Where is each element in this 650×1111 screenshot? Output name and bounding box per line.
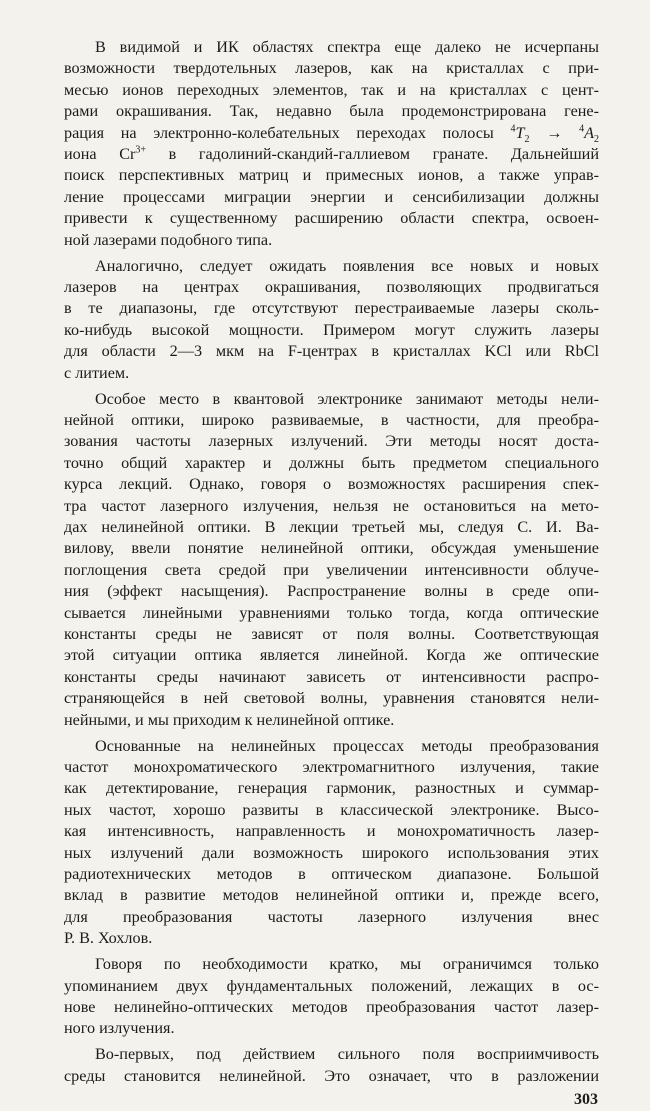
text-line-with-formula [64, 123, 599, 144]
text-line: зования частоты лазерных излучений. Эти методы носят доста- [64, 432, 599, 451]
text-line: для преобразования частоты лазерного излучения внес [64, 907, 599, 926]
text-line: этой ситуации оптика является линейной. Когда же оптические [64, 646, 599, 665]
text-line: Аналогично, следует ожидать появления все новых и новых [95, 256, 599, 275]
transition-formula: $^4T_2 \to ^4A_2$ [510, 123, 599, 145]
text-line: среды становится нелинейной. Это означает, что в разложении [64, 1066, 599, 1085]
text-line: ного излучения. [64, 1019, 175, 1038]
text-line: поиск перспективных матриц и примесных ионов, а также управ- [64, 166, 599, 185]
text-line: ных излучений дали возможность широкого использования этих [64, 843, 599, 862]
text-line: Р. В. Хохлов. [64, 929, 153, 948]
text-line: кая интенсивность, направленность и монохроматичность лазер- [64, 822, 599, 841]
text-line: тра частот лазерного излучения, нельзя не остановиться на мето- [64, 496, 599, 515]
text-line: ной лазерами подобного типа. [64, 230, 273, 249]
text-line: константы среды начинают зависеть от интенсивности распро- [64, 667, 599, 686]
text-line: страняющейся в ней световой волны, уравнения становятся нели- [64, 689, 599, 708]
text-line: В видимой и ИК областях спектра еще далеко не исчерпаны [95, 38, 599, 56]
text-line: месью ионов переходных элементов, так и на кристаллах с цент- [64, 80, 599, 99]
ion-charge: 3+ [135, 144, 147, 156]
text-line: упоминанием двух фундаментальных положений, лежащих в ос- [64, 976, 599, 995]
text-line: лазеров на центрах окрашивания, позволяющих продвигаться [64, 278, 599, 296]
text-line: Во-первых, под действием сильного поля восприимчивость [95, 1045, 599, 1064]
text-line: точно общий характер и должны быть предметом специального [64, 453, 599, 472]
text-line: Говоря по необходимости кратко, мы ограничимся только [95, 955, 599, 974]
text-line: рами окрашивания. Так, недавно была продемонстрирована гене- [64, 102, 599, 121]
text-fragment: иона Cr [64, 145, 136, 163]
text-line: в те диапазоны, где отсутствуют перестраиваемые лазеры сколь- [64, 299, 599, 318]
text-line: привести к существенному расширению области спектра, освоен- [64, 209, 599, 228]
text-line: нейной оптики, широко развиваемые, в частности, для преобра- [64, 411, 599, 429]
text-line: ление процессами миграции энергии и сенсибилизации должны [64, 187, 599, 206]
text-line: константы среды не зависят от поля волны. Соответствующая [64, 625, 599, 643]
text-line: ко-нибудь высокой мощности. Примером могут служить лазеры [64, 320, 599, 339]
text-fragment: в гадолиний-скандий-галлиевом гранате. Дальнейший [146, 145, 600, 163]
text-line: вилову, ввели понятие нелинейной оптики, обсуждая уменьшение [64, 539, 599, 558]
text-line: Особое место в квантовой электронике занимают методы нели- [95, 389, 599, 408]
text-line: с литием. [64, 363, 130, 382]
text-line: частот монохроматического электромагнитного излучения, такие [64, 758, 599, 776]
page-number: 303 [574, 1091, 598, 1109]
text-line: возможности твердотельных лазеров, как на кристаллах с при- [64, 59, 599, 78]
text-line: дах нелинейной оптики. В лекции третьей мы, следуя С. И. Ва- [64, 518, 599, 536]
text-line: нове нелинейно-оптических методов преобразования частот лазер- [64, 998, 599, 1016]
text-line: как детектирование, генерация гармоник, разностных и суммар- [64, 779, 599, 798]
text-line: поглощения света средой при увеличении интенсивности облуче- [64, 560, 599, 579]
text-line: сывается линейными уравнениями только тогда, когда оптические [64, 603, 599, 622]
text-fragment: рация на электронно-колебательных переходах полосы [64, 123, 494, 142]
text-line: для области 2—3 мкм на F-центрах в кристаллах KCl или RbCl [64, 342, 599, 361]
text-line: ных частот, хорошо развиты в классической электронике. Высо- [64, 800, 599, 819]
text-line: радиотехнических методов в оптическом диапазоне. Большой [64, 865, 599, 883]
text-line: курса лекций. Однако, говоря о возможностях расширения спек- [64, 475, 599, 494]
text-line: ния (эффект насыщения). Распространение волны в среде опи- [64, 582, 599, 601]
text-line: Основанные на нелинейных процессах методы преобразования [95, 736, 599, 755]
text-line: нейными, и мы приходим к нелинейной оптике. [64, 710, 395, 729]
text-line: вклад в развитие методов нелинейной оптики и, прежде всего, [64, 886, 599, 905]
text-line-with-ion [64, 144, 599, 165]
